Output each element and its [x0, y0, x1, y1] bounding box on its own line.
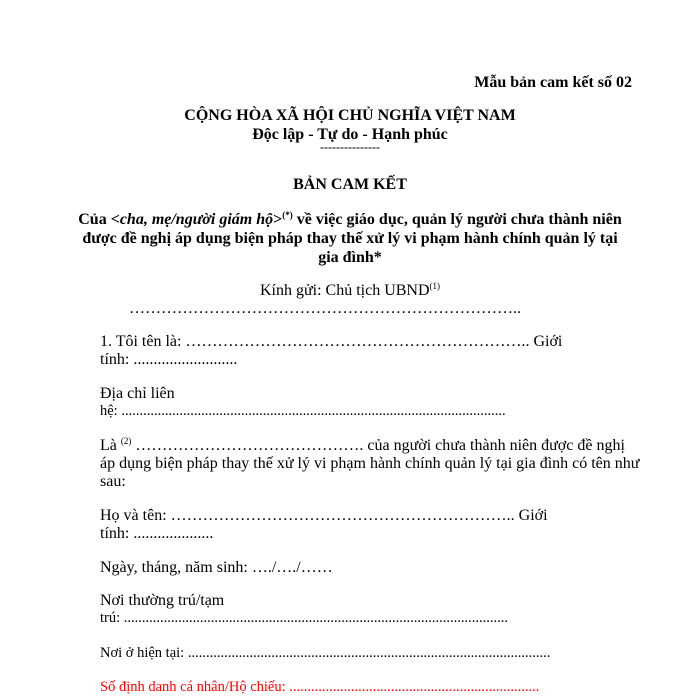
addressee-footnote-mark: (1): [429, 281, 441, 291]
form-number: Mẫu bản cam kết số 02: [474, 74, 632, 91]
country-header: CỘNG HÒA XÃ HỘI CHỦ NGHĨA VIỆT NAM: [184, 107, 516, 124]
addressee-dots: ………………………………………………………………..: [129, 300, 521, 317]
dob-field-line: Ngày, tháng, năm sinh: …./…./……: [100, 559, 333, 576]
address-field-line: hệ: ..........................................................................................................: [100, 403, 506, 419]
subtitle-line-3: gia đình*: [318, 249, 382, 266]
gender-field-line: tính: ..........................: [100, 351, 238, 368]
id-number-field-line: Số định danh cá nhân/Hộ chiếu: .....................................................................: [100, 679, 540, 695]
minor-name-field-line: Họ và tên: ……………………………………………………….. Giới: [100, 507, 548, 524]
residence-label: Nơi thường trú/tạm: [100, 592, 225, 609]
name-field-line: 1. Tôi tên là: ……………………………………………………….. Giới: [100, 333, 563, 350]
current-address-field-line: Nơi ở hiện tại: ....................................................................................................: [100, 645, 551, 661]
subtitle-italic: cha, mẹ/người giám hộ: [119, 211, 274, 228]
address-label: Địa chỉ liên: [100, 385, 175, 402]
relation-line-3: sau:: [100, 473, 126, 490]
subtitle-prefix: Của <: [78, 211, 120, 228]
addressee: [0, 282, 700, 300]
subtitle-line1-rest: về việc giáo dục, quản lý người chưa thành niên: [292, 211, 622, 228]
relation-footnote-mark: (2): [120, 436, 132, 446]
subtitle-suffix: >: [273, 211, 283, 228]
subtitle-footnote-mark: (*): [282, 210, 293, 220]
relation-line-2: áp dụng biện pháp thay thế xử lý vi phạm hành chính quản lý tại gia đình có tên như: [100, 455, 640, 472]
residence-field-line: trú: ..........................................................................................................: [100, 610, 509, 626]
relation-line-1: [100, 437, 625, 455]
relation-prefix: Là: [100, 437, 121, 454]
subtitle-line-2: được đề nghị áp dụng biện pháp thay thế xử lý vi phạm hành chính quản lý tại: [82, 230, 618, 247]
subtitle-line-1: [0, 211, 700, 229]
minor-gender-field-line: tính: ....................: [100, 525, 214, 542]
motto: Độc lập - Tự do - Hạnh phúc: [252, 126, 448, 143]
relation-line1-rest: ……………………………………. của người chưa thành niên được đề nghị: [131, 437, 625, 454]
addressee-label: Kính gửi: Chủ tịch UBND: [259, 282, 430, 299]
document-title: BẢN CAM KẾT: [293, 176, 407, 193]
header-divider: ---------------: [320, 140, 380, 154]
